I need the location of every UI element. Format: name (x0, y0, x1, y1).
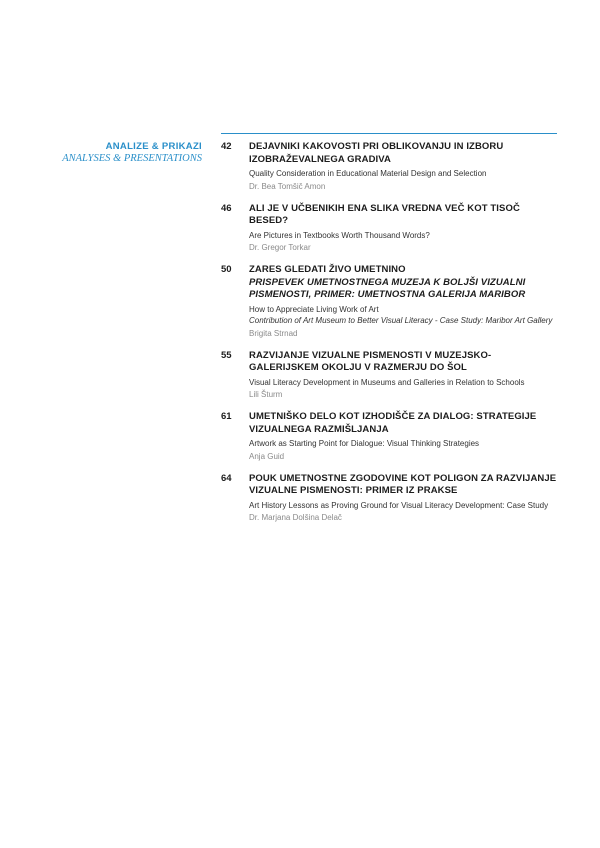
toc-entry[interactable] (221, 203, 557, 254)
article-author: Lili Šturm (249, 390, 283, 399)
article-title: RAZVIJANJE VIZUALNE PISMENOSTI V MUZEJSKO-GALERIJSKEM OKOLJU V RAZMERJU DO ŠOL (249, 349, 492, 373)
article-title-english: Are Pictures in Textbooks Worth Thousand Words? (249, 230, 430, 240)
page-number: 64 (221, 472, 232, 484)
page-number: 50 (221, 264, 232, 275)
article-title-english: Visual Literacy Development in Museums and Galleries in Relation to Schools (249, 377, 525, 387)
article-subtitle: PRISPEVEK UMETNOSTNEGA MUZEJA K BOLJŠI VIZUALNI PISMENOSTI, PRIMER: UMETNOSTNA GALERIJA MARIBOR (249, 276, 526, 300)
article-title: UMETNIŠKO DELO KOT IZHODIŠČE ZA DIALOG: STRATEGIJE VIZUALNEGA RAZMIŠLJANJA (249, 411, 537, 435)
article-title-english: Artwork as Starting Point for Dialogue: Visual Thinking Strategies (249, 439, 480, 448)
article-author: Dr. Marjana Dolšina Delač (249, 513, 342, 522)
article-title-english: Art History Lessons as Proving Ground for Visual Literacy Development: Case Study (249, 500, 549, 510)
page-number: 55 (221, 349, 232, 361)
section-subtitle: ANALYSES & PRESENTATIONS (62, 153, 202, 164)
table-of-contents (221, 141, 557, 523)
article-author: Anja Guid (249, 451, 285, 461)
article-title: DEJAVNIKI KAKOVOSTI PRI OBLIKOVANJU IN IZBORU IZOBRAŽEVALNEGA GRADIVA (249, 141, 504, 165)
article-title: ZARES GLEDATI ŽIVO UMETNINO (249, 264, 406, 275)
article-author: Dr. Gregor Torkar (249, 243, 311, 252)
article-author: Brigita Strnad (249, 328, 298, 338)
section-title: ANALIZE & PRIKAZI (105, 141, 202, 152)
toc-entry[interactable] (221, 473, 557, 524)
section-heading (60, 141, 202, 165)
page-number: 61 (221, 411, 232, 422)
article-title-english: Quality Consideration in Educational Material Design and Selection (249, 169, 487, 178)
section-divider (221, 133, 557, 134)
page-number: 46 (221, 202, 232, 214)
article-title-english: How to Appreciate Living Work of Art (249, 304, 379, 314)
article-title: POUK UMETNOSTNE ZGODOVINE KOT POLIGON ZA RAZVIJANJE VIZUALNE PISMENOSTI: PRIMER IZ PRAKSE (249, 472, 557, 496)
article-subtitle-english: Contribution of Art Museum to Better Visual Literacy - Case Study: Maribor Art Gallery (249, 316, 553, 325)
toc-entry[interactable] (221, 264, 557, 339)
article-title: ALI JE V UČBENIKIH ENA SLIKA VREDNA VEČ KOT TISOČ BESED? (249, 202, 520, 226)
toc-entry[interactable] (221, 141, 557, 192)
article-author: Dr. Bea Tomšič Amon (249, 181, 326, 191)
page-number: 42 (221, 141, 232, 152)
toc-entry[interactable] (221, 411, 557, 462)
toc-entry[interactable] (221, 350, 557, 401)
